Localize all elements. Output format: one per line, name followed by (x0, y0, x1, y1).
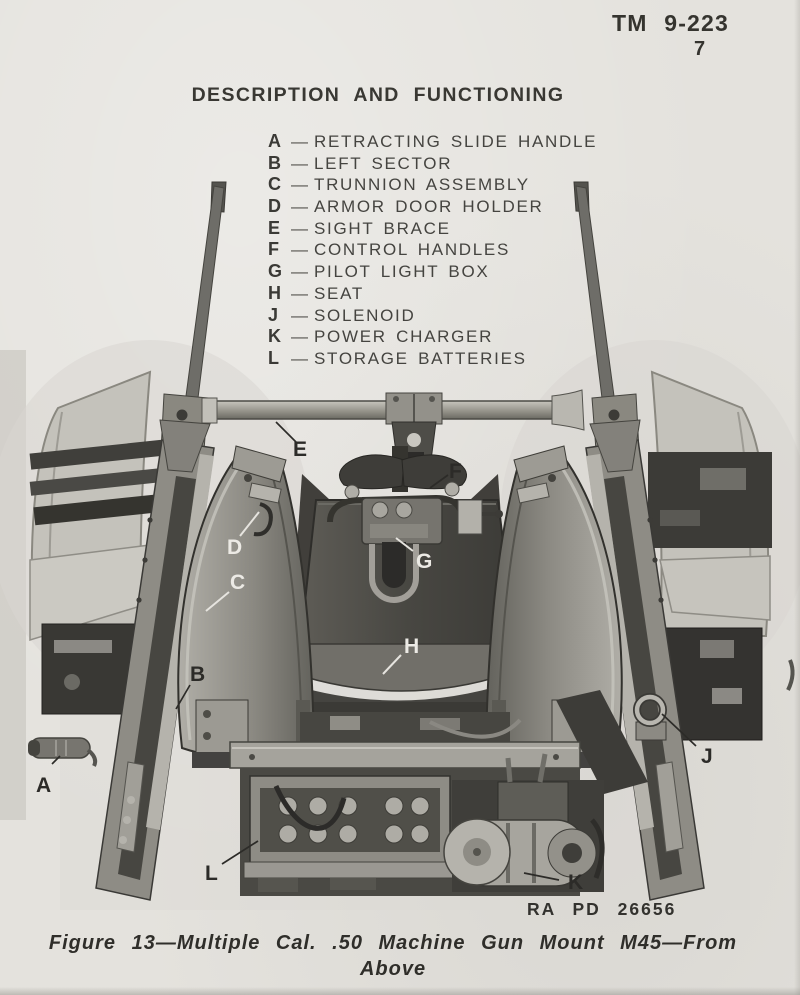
callout-letter-k: K (568, 871, 584, 894)
callout-letter-a: A (36, 774, 52, 797)
storage-batteries (244, 776, 460, 892)
callout-letter-h: H (404, 635, 420, 658)
legend-dash: — (291, 262, 308, 282)
legend-label: SOLENOID (314, 305, 416, 325)
scan-edge-right (794, 0, 800, 995)
legend-key: F (268, 239, 279, 260)
legend-label: SEAT (314, 283, 364, 303)
legend-dash: — (291, 283, 308, 303)
figure-caption-line2: Above (359, 958, 427, 980)
doc-number: TM 9-223 (612, 10, 730, 36)
legend-key: J (268, 304, 279, 325)
callout-letter-b: B (190, 663, 206, 686)
legend-label: POWER CHARGER (314, 327, 494, 347)
legend-key: K (268, 326, 281, 347)
legend-label: LEFT SECTOR (314, 153, 453, 173)
callout-letter-d: D (227, 536, 243, 559)
legend-row-h (268, 283, 597, 305)
legend-dash: — (291, 197, 308, 217)
legend-label: ARMOR DOOR HOLDER (314, 197, 544, 217)
legend-dash: — (291, 218, 308, 238)
photo-credit: RA PD 26656 (527, 899, 677, 919)
legend-list (268, 131, 597, 370)
legend-row-c (268, 174, 597, 196)
legend-label: RETRACTING SLIDE HANDLE (314, 132, 598, 151)
callout-letter-e: E (293, 438, 308, 461)
legend-dash: — (291, 240, 308, 260)
legend-dash: — (291, 175, 308, 195)
legend-row-f (268, 239, 597, 261)
legend-row-e (268, 218, 597, 240)
legend-row-k (268, 326, 597, 348)
legend-row-g (268, 261, 597, 283)
callout-letter-l: L (205, 862, 218, 885)
legend-dash: — (291, 348, 308, 368)
legend-dash: — (291, 132, 308, 151)
legend-key: A (268, 131, 281, 151)
scan-edge-bottom (0, 987, 800, 995)
legend-dash: — (291, 153, 308, 173)
legend-label: STORAGE BATTERIES (314, 348, 527, 368)
callout-letter-g: G (416, 550, 433, 573)
legend-row-j (268, 305, 597, 327)
legend-key: L (268, 347, 279, 368)
legend-label: CONTROL HANDLES (314, 240, 511, 260)
legend-dash: — (291, 305, 308, 325)
callout-letter-c: C (230, 571, 246, 594)
figure-caption-line1: Figure 13—Multiple Cal. .50 Machine Gun Mount M45—From (48, 932, 738, 954)
legend-key: G (268, 261, 283, 282)
legend-key: D (268, 196, 281, 217)
legend-key: H (268, 282, 281, 303)
legend-label: SIGHT BRACE (314, 218, 451, 238)
callout-letter-j: J (701, 745, 713, 768)
legend-label: TRUNNION ASSEMBLY (314, 175, 530, 195)
legend-dash: — (291, 327, 308, 347)
legend-row-a (268, 131, 597, 153)
legend-row-b (268, 153, 597, 175)
callout-letter-f: F (449, 460, 462, 483)
page-number: 7 (694, 38, 706, 60)
section-title: DESCRIPTION AND FUNCTIONING (191, 84, 565, 106)
legend-row-l (268, 348, 597, 370)
legend-key: B (268, 152, 281, 173)
legend-row-d (268, 196, 597, 218)
legend-key: C (268, 174, 281, 195)
legend-label: PILOT LIGHT BOX (314, 262, 490, 282)
legend-key: E (268, 217, 281, 238)
